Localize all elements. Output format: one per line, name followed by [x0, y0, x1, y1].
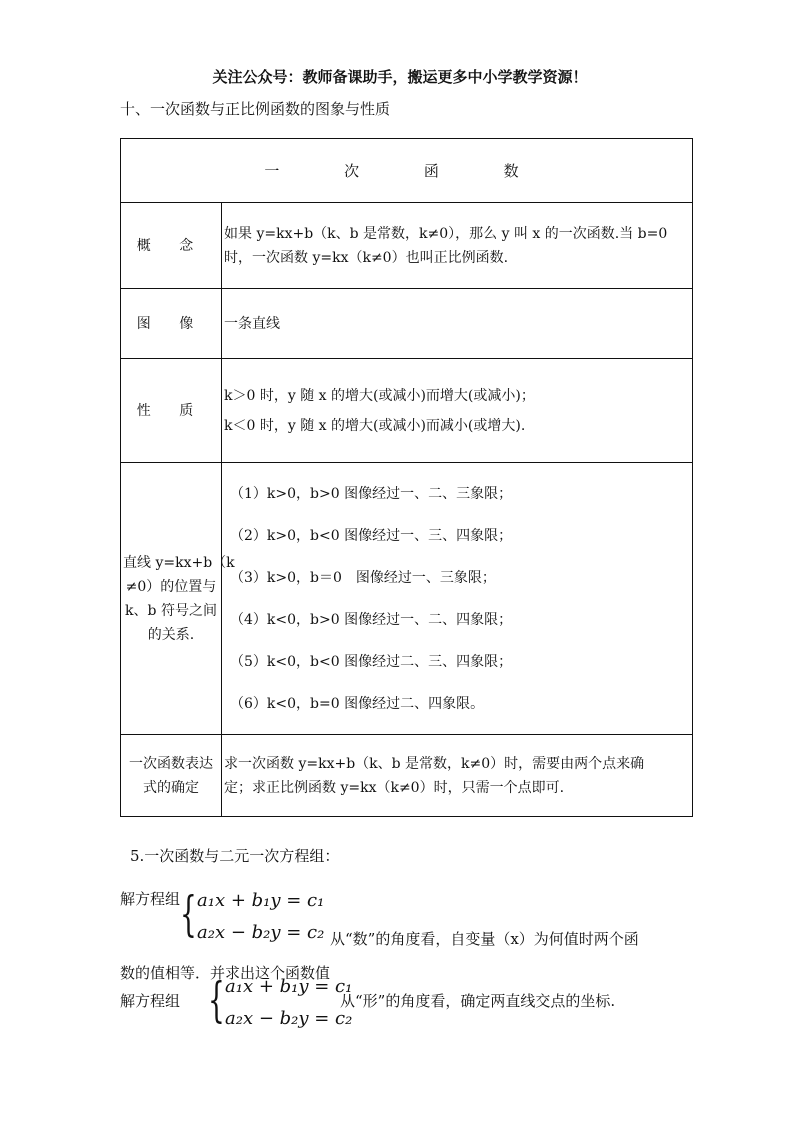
case-item: （5）k<0，b<0 图像经过二、三、四象限；: [230, 653, 513, 670]
property-content: [222, 359, 693, 463]
expression-line-1: 求一次函数 y=kx+b（k、b 是常数，k≠0）时，需要由两个点来确: [224, 755, 645, 772]
expression-label-line: 一次函数表达: [129, 755, 213, 772]
position-label-line: 的关系.: [147, 626, 195, 643]
graph-content: 一条直线: [222, 289, 693, 359]
subsection-title: 5.一次函数与二元一次方程组：: [130, 847, 340, 865]
brace-icon: {: [208, 972, 225, 1028]
table-row-property: [121, 359, 693, 463]
position-label-line: 直线 y=kx+b（k: [123, 554, 235, 571]
position-label-line: k、b 符号之间: [125, 602, 217, 619]
header-notice: 关注公众号：教师备课助手，搬运更多中小学教学资源！: [212, 68, 588, 86]
case-item: （2）k>0，b<0 图像经过一、三、四象限；: [230, 527, 513, 544]
section-title: 十、一次函数与正比例函数的图象与性质: [120, 100, 391, 118]
property-label: 性 质: [121, 359, 222, 463]
expression-content: [222, 735, 693, 817]
concept-label: 概 念: [121, 203, 222, 289]
linear-function-table: [120, 138, 693, 817]
equation-line: a₁x + b₁y = c₁: [197, 890, 325, 911]
concept-content: [222, 203, 693, 289]
equation-line: a₂x − b₂y = c₂: [197, 922, 325, 943]
concept-line-2: 时，一次函数 y=kx（k≠0）也叫正比例函数.: [224, 249, 509, 266]
table-row-graph: [121, 289, 693, 359]
expression-label: [121, 735, 222, 817]
equation-system-2: [208, 972, 353, 1030]
table-row-concept: [121, 203, 693, 289]
position-label-line: ≠0）的位置与: [125, 578, 217, 595]
case-item: （4）k<0，b>0 图像经过一、二、四象限；: [230, 611, 513, 628]
table-row-position: [121, 463, 693, 735]
expression-label-line: 式的确定: [143, 779, 199, 796]
graphic-view-text: 从“形”的角度看，确定两直线交点的坐标.: [340, 992, 616, 1010]
case-item: （3）k>0，b＝0 图像经过一、三象限；: [230, 569, 496, 586]
solve-label-1: 解方程组: [120, 890, 181, 908]
numeric-view-cont: 数的值相等．并求出这个函数值: [120, 964, 331, 982]
numeric-view-text: 从“数”的角度看，自变量（x）为何值时两个函: [330, 930, 639, 948]
property-line-1: k＞0 时，y 随 x 的增大(或减小)而增大(或减小)；: [224, 387, 535, 404]
case-item: （6）k<0，b=0 图像经过二、四象限。: [230, 695, 485, 712]
table-title: 一 次 函 数: [121, 139, 693, 203]
table-title-row: [121, 139, 693, 203]
equation-line: a₁x + b₁y = c₁: [225, 976, 353, 997]
position-label: [121, 463, 235, 735]
table-row-expression: [121, 735, 693, 817]
solve-label-2: 解方程组: [120, 992, 181, 1010]
expression-line-2: 定；求正比例函数 y=kx（k≠0）时，只需一个点即可.: [224, 779, 565, 796]
graph-label: 图 像: [121, 289, 222, 359]
position-content: [222, 463, 693, 735]
concept-line-1: 如果 y=kx+b（k、b 是常数，k≠0），那么 y 叫 x 的一次函数.当 b=0: [224, 225, 668, 242]
equation-line: a₂x − b₂y = c₂: [225, 1008, 353, 1029]
equation-system-1: [180, 886, 325, 944]
property-line-2: k＜0 时，y 随 x 的增大(或减小)而减小(或增大).: [224, 417, 526, 434]
case-item: （1）k>0，b>0 图像经过一、二、三象限；: [230, 485, 513, 502]
brace-icon: {: [180, 886, 197, 942]
